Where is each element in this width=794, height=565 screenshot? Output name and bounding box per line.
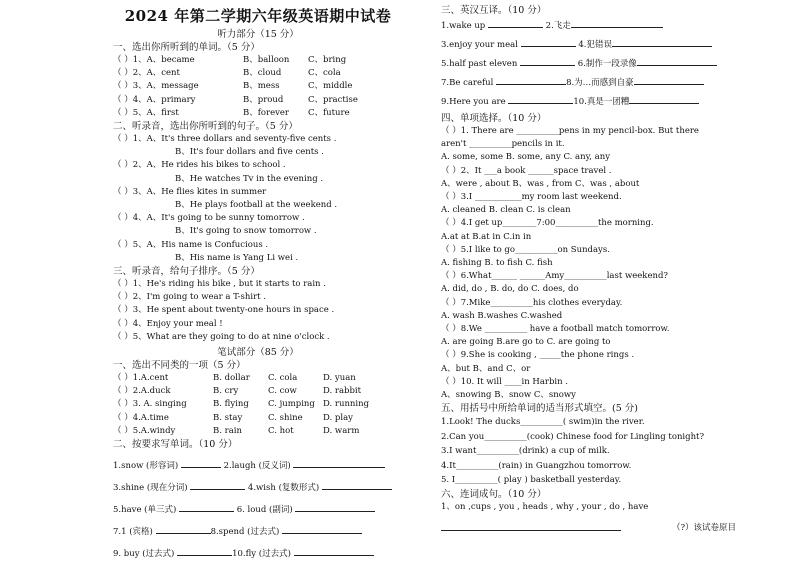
list-item: A. did, do , B. do, do C. does, do <box>441 284 579 295</box>
s2-list <box>113 133 403 265</box>
list-item: B、His name is Yang Li wei . <box>175 252 299 263</box>
written-header: 笔试部分（85 分） <box>217 347 299 359</box>
r4-heading: 四、单项选择。（10 分） <box>441 113 547 124</box>
list-item: （ ）5、A、His name is Confucious . <box>113 239 269 250</box>
list-item: （ ）8.We __________ have a football match tomorrow. <box>441 324 670 335</box>
list-item: （ ）1、A、It's three dollars and seventy-five cents . <box>113 134 337 145</box>
w2-heading: 二、按要求写单词。（10 分） <box>113 439 238 451</box>
list-item: （ ）2、It ___a book ______space travel . <box>441 165 612 176</box>
list-item: （ ）6.What______ ______Amy__________last weekend? <box>441 271 668 282</box>
list-item: 7.1 (宾格) 8.spend (过去式) <box>113 521 403 543</box>
list-item: 2.Can you__________(cook) Chinese food for Lingling tonight? <box>441 431 705 442</box>
list-item: 1.Look! The ducks__________( swim)in the river. <box>441 417 645 428</box>
list-item: （ ）5.I like to go__________on Sundays. <box>441 244 610 255</box>
list-item: A. are going B.are go to C. are going to <box>441 337 611 348</box>
list-item: 5.have (单三式) 6. loud (副词) <box>113 499 403 521</box>
exam-title: 2024 年第二学期六年级英语期中试卷 <box>124 7 392 25</box>
list-item: 3.I want__________(drink) a cup of milk. <box>441 446 610 457</box>
list-item: A. fishing B. to fish C. fish <box>441 258 553 269</box>
list-item: （ ）1、A、became B、balloon C、bring <box>113 55 347 65</box>
s2-heading: 二、听录音，选出你所听到的句子。（5 分） <box>113 121 298 133</box>
listening-header: 听力部分（15 分） <box>217 29 299 40</box>
w1-heading: 一、选出不同类的一项（5 分） <box>113 360 246 372</box>
list-item: 1、on ,cups , you , heads , why , your , do , have <box>441 501 649 512</box>
list-item: B、He plays football at the weekend . <box>175 200 338 211</box>
list-item: （ ）1、He's riding his bike , but it starts to rain . <box>113 279 326 290</box>
list-item: （ ）2、I'm going to wear a T-shirt . <box>113 292 266 303</box>
w2-list <box>113 455 403 565</box>
list-item: （ ）4.A.time B. stay C. shine D. play <box>113 412 353 423</box>
list-item: A.at at B.at in C.in in <box>441 231 532 242</box>
answer-line <box>441 530 621 531</box>
list-item: A、but B、and C、or <box>441 363 531 374</box>
s1-heading: 一、选出你所听到的单词。（5 分） <box>113 42 260 53</box>
list-item: 5.half past eleven 6.制作一段录像 <box>441 55 741 74</box>
left-column <box>113 0 403 565</box>
list-item: 1.snow (形容词) 2.laugh (反义词) <box>113 455 403 477</box>
r4-list <box>441 125 741 402</box>
list-item: （ ）3、He spent about twenty-one hours in space . <box>113 305 335 316</box>
s1-list <box>113 54 403 120</box>
list-item: A. some, some B. some, any C. any, any <box>441 152 611 163</box>
list-item: （ ）4.I get up________7:00__________the morning. <box>441 218 654 229</box>
list-item: 1.wake up 2.飞走 <box>441 17 741 36</box>
r3-list <box>441 17 741 112</box>
list-item: 9.Here you are 10.真是一团糟 <box>441 93 741 112</box>
r5-heading: 五、用括号中所给单词的适当形式填空。(5 分) <box>441 403 638 415</box>
s3-list <box>113 278 403 344</box>
list-item: B、It's four dollars and five cents . <box>175 147 324 158</box>
r3-heading: 三、英汉互译。（10 分） <box>441 5 547 16</box>
list-item: 3.enjoy your meal 4.犯错误 <box>441 36 741 55</box>
r5-list <box>441 415 741 488</box>
list-item: （ ）3.I ___________my room last weekend. <box>441 192 622 203</box>
list-item: （ ）10. It will ____in Harbin . <box>441 376 569 387</box>
list-item: （ ）7.Mike__________his clothes everyday. <box>441 297 623 308</box>
list-item: （ ）3、A、message B、mess C、middle <box>113 81 353 92</box>
list-item: （ ）2、A、He rides his bikes to school . <box>113 160 286 171</box>
list-item: （ ）4、Enjoy your meal ! <box>113 318 223 329</box>
list-item: （ ）4、A、It's going to be sunny tomorrow . <box>113 213 305 224</box>
list-item: 7.Be careful 8.为…而感到自豪 <box>441 74 741 93</box>
list-item: （ ）3、A、He flies kites in summer <box>113 186 267 197</box>
list-item: （ ）5、What are they going to do at nine o'clock . <box>113 331 330 342</box>
list-item: （ ）5.A.windy B. rain C. hot D. warm <box>113 425 360 436</box>
list-item: 4.It__________(rain) in Guangzhou tomorrow. <box>441 460 632 471</box>
list-item: （ ）4、A、primary B、proud C、practise <box>113 94 358 105</box>
list-item: B、He watches Tv in the evening . <box>175 173 324 184</box>
list-item: （ ）2.A.duck B. cry C. cow D. rabbit <box>113 386 362 397</box>
w1-list <box>113 372 403 438</box>
list-item: 9. buy (过去式) 10.fly (过去式) <box>113 543 403 565</box>
list-item: 5. I__________( play ) basketball yesterday. <box>441 475 622 486</box>
list-item: A、snowing B、snow C、snowy <box>441 390 576 401</box>
list-item: B、It's going to snow tomorrow . <box>175 226 317 237</box>
list-item: （ ）1.A.cent B. dollar C. cola D. yuan <box>113 373 356 384</box>
list-item: 3.shine (现在分词) 4.wish (复数形式) <box>113 477 403 499</box>
list-item: （ ）1. There are __________pens in my pencil-box. But there <box>441 126 699 136</box>
list-item: （ ）5、A、first B、forever C、future <box>113 107 350 118</box>
list-item: （ ）3. A. singing B. flying C. jumping D. running <box>113 399 370 410</box>
list-item: aren't __________pencils in it. <box>441 139 565 150</box>
list-item: A. wash B.washes C.washed <box>441 310 563 321</box>
right-column <box>441 4 741 514</box>
list-item: A. cleaned B. clean C. is clean <box>441 205 571 216</box>
r6-heading: 六、连词成句。（10 分） <box>441 488 547 500</box>
footer-note: （?）该试卷原目 <box>671 523 736 533</box>
list-item: （ ）9.She is cooking , _____the phone rings . <box>441 350 635 361</box>
s3-heading: 三、听录音，给句子排序。（5 分） <box>113 266 260 278</box>
list-item: （ ）2、A、cent B、cloud C、cola <box>113 68 341 79</box>
list-item: A、were , about B、was , from C、was , about <box>441 178 640 189</box>
